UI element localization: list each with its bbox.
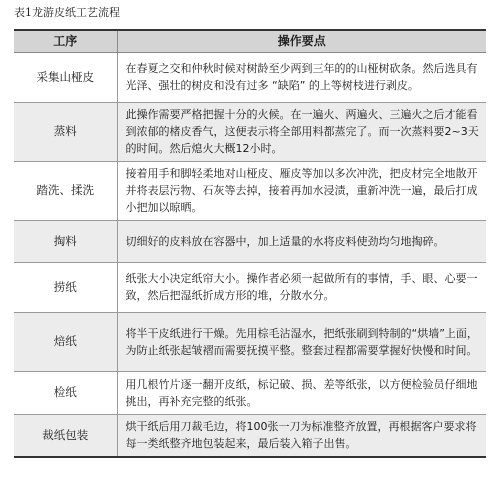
step-name: 蒸料 (14, 102, 117, 161)
table-row (14, 102, 486, 161)
step-name: 焙纸 (14, 312, 117, 371)
header-row (14, 30, 486, 52)
step-name: 采集山桠皮 (14, 52, 117, 102)
table-row (14, 312, 486, 371)
step-name: 裁纸包装 (14, 414, 117, 457)
table-row (14, 161, 486, 220)
header-detail: 操作要点 (117, 30, 486, 52)
process-table (14, 29, 486, 458)
step-detail: 烘干纸后用刀裁毛边，将100张一刀为标准整齐放置，再根据客户要求将每一类纸整齐地包装起来，最后装入箱子出售。 (117, 414, 486, 457)
table-body (14, 52, 486, 457)
step-detail: 接着用手和脚轻柔地对山桠皮、雁皮等加以多次冲洗，把皮材完全地散开并将表层污物、石灰等去掉，接着再加水浸渍，重新冲洗一遍，最后打成小把加以晾晒。 (117, 161, 486, 220)
step-name: 踏洗、揉洗 (14, 161, 117, 220)
step-detail: 切细好的皮料放在容器中，加上适量的水将皮料使劲均匀地掏碎。 (117, 220, 486, 262)
step-detail: 在春夏之交和仲秋时候对树龄至少两到三年的的山桠树砍条。然后选具有光泽、强壮的树皮和没有过多 “缺陷” 的上等树枝进行剥皮。 (117, 52, 486, 102)
step-name: 捞纸 (14, 262, 117, 312)
header-step: 工序 (14, 30, 117, 52)
step-name: 检纸 (14, 371, 117, 414)
table-row (14, 262, 486, 312)
step-detail: 纸张大小决定纸帘大小。操作者必须一起做所有的事情，手、眼、心要一致，然后把湿纸折成方形的堆，分散水分。 (117, 262, 486, 312)
table-row (14, 371, 486, 414)
step-name: 掏料 (14, 220, 117, 262)
table-row (14, 414, 486, 457)
step-detail: 将半干皮纸进行干燥。先用棕毛沾湿水，把纸张刷到特制的“烘墙”上面，为防止纸张起皱褶而需要抚摸平整。整套过程都需要掌握好快慢和时间。 (117, 312, 486, 371)
table-row (14, 52, 486, 102)
table-header (14, 30, 486, 52)
step-detail: 用几根竹片逐一翻开皮纸，标记破、损、差等纸张，以方便检验员仔细地挑出，再补充完整的纸张。 (117, 371, 486, 414)
step-detail: 此操作需要严格把握十分的火候。在一遍火、两遍火、三遍火之后才能看到浓郁的楮皮香气，这便表示将全部用料都蒸完了。而一次蒸料要2~3天的时间。然后熄火大概12小时。 (117, 102, 486, 161)
table-row (14, 220, 486, 262)
table-caption: 表1龙游皮纸工艺流程 (14, 6, 120, 19)
